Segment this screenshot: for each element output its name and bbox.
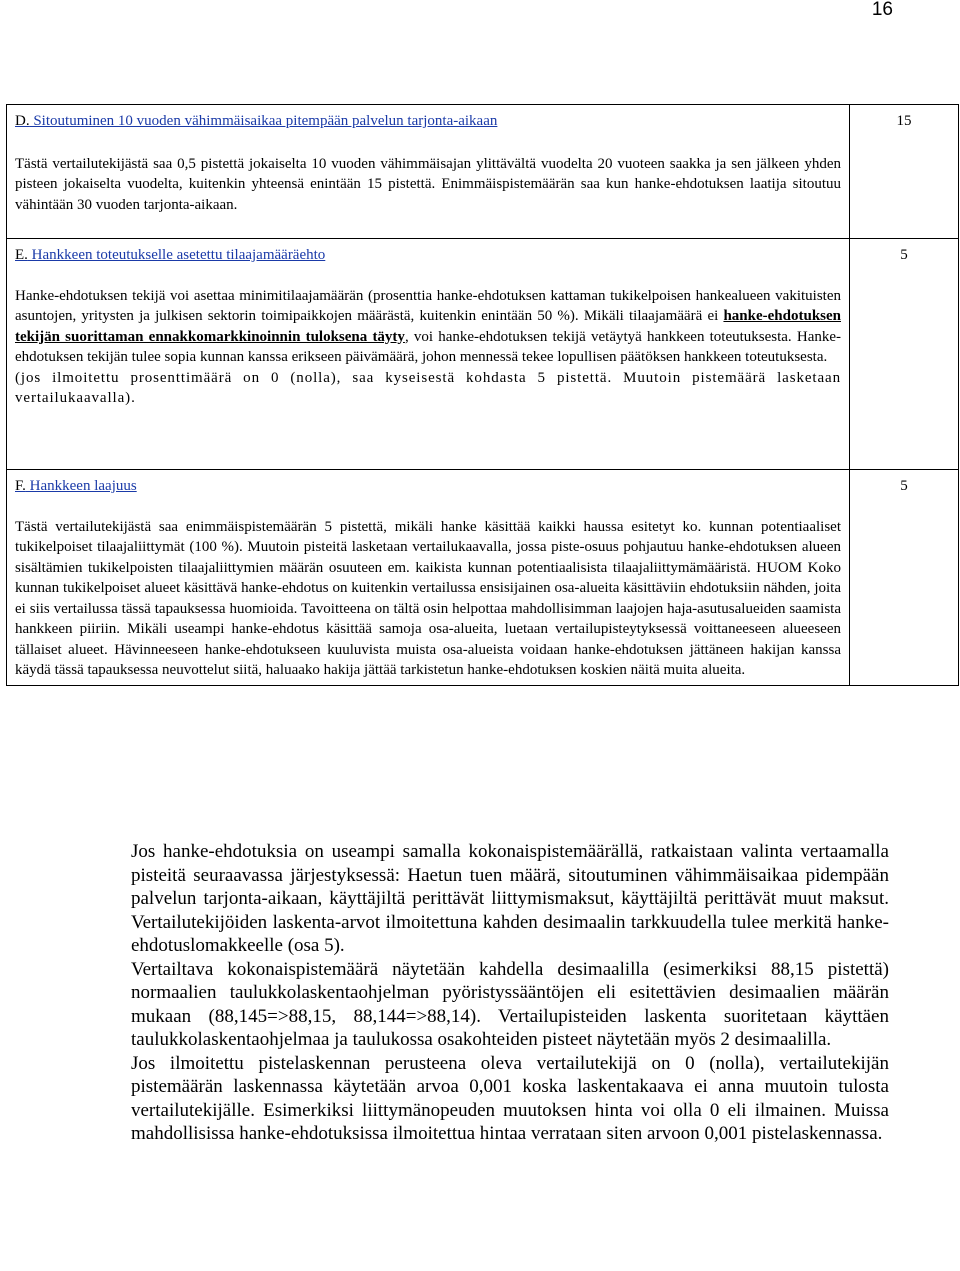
criterion-row-e bbox=[7, 239, 959, 470]
criterion-e-body-part2: , voi hanke-ehdotuksen tekijä vetäytyä hankkeen toteutuksesta. Hanke-ehdotuksen tekijän tulee sopia kunnan kanssa erikseen päivämäärä, johon mennessä tekee lopullisen päätöksen hankkeen toteutuksesta. bbox=[15, 328, 841, 365]
criterion-f-title: Hankkeen laajuus bbox=[25, 478, 137, 494]
criterion-row-f bbox=[7, 470, 959, 686]
criterion-e-score: 5 bbox=[850, 239, 959, 470]
criterion-d-title: Sitoutuminen 10 vuoden vähimmäisaikaa pitempään palvelun tarjonta-aikaan bbox=[29, 113, 498, 129]
zero-value-paragraph: Jos ilmoitettu pistelaskennan perusteena oleva vertailutekijä on 0 (nolla), vertailutekijän pistemäärän laskennassa käytetään arvoa 0,001 koska laskentakaava ei anna muutoin tulosta vertailutekijälle. Esimerkiksi liittymänopeuden muutoksen hinta voi olla 0 eli ilmainen. Muissa mahdollisissa hanke-ehdotuksissa ilmoitettua hintaa verrataan siten arvoon 0,001 pistelaskennassa. bbox=[131, 1052, 889, 1144]
criterion-e-note: (jos ilmoitettu prosenttimäärä on 0 (nolla), saa kyseisestä kohdasta 5 pistettä. Muutoin pistemäärä lasketaan vertailukaavalla). bbox=[15, 369, 841, 406]
criteria-table bbox=[6, 104, 959, 686]
criterion-row-d bbox=[7, 105, 959, 239]
criterion-d-body: Tästä vertailutekijästä saa 0,5 pistettä jokaiselta 10 vuoden vähimmäisajan ylittävältä vuodelta 20 vuoteen saakka ja sen jälkeen yhden pisteen jokaiselta vuodelta, kuitenkin yhteensä enintään 15 pistettä. Enimmäispistemäärän saa kun hanke-ehdotuksen laatija sitoutuu vähintään 30 vuoden tarjonta-aikaan. bbox=[15, 155, 841, 213]
criterion-f-heading bbox=[15, 476, 841, 497]
criterion-e-title: Hankkeen toteutukselle asetettu tilaajamääräehto bbox=[27, 247, 326, 263]
criterion-f-letter: F. bbox=[15, 478, 26, 494]
page-number: 16 bbox=[871, 0, 893, 20]
criterion-f-text-cell bbox=[7, 470, 850, 686]
criterion-d-heading bbox=[15, 111, 841, 132]
criterion-d-letter: D. bbox=[15, 113, 30, 129]
criterion-e-body bbox=[15, 286, 841, 368]
criterion-e-letter: E. bbox=[15, 247, 28, 263]
criterion-f-score: 5 bbox=[850, 470, 959, 686]
tie-break-paragraph: Jos hanke-ehdotuksia on useampi samalla kokonaispistemäärällä, ratkaistaan valinta vertaamalla pisteitä seuraavassa järjestyksessä: Haetun tuen määrä, sitoutuminen vähimmäisaikaa pidempään palvelun tarjonta-aikaan, käyttäjiltä perittävät liittymismaksut, käyttäjiltä perittävät muut maksut. Vertailutekijöiden laskenta-arvot ilmoitettuna kahden desimaalin tarkkuudella tulee merkitä hanke-ehdotuslomakkeelle (osa 5). bbox=[131, 841, 889, 956]
criterion-d-score: 15 bbox=[850, 105, 959, 239]
criterion-e-body-emphasis: hanke-ehdotuksen tekijän suorittaman ennakkomarkkinoinnin tuloksena täyty bbox=[15, 308, 841, 345]
criterion-f-body: Tästä vertailutekijästä saa enimmäispistemäärän 5 pistettä, mikäli hanke käsittää kaikki haussa esitetyt ko. kunnan potentiaaliset tukikelpoiset tilaajaliittymät (100 %). Muutoin pisteitä lasketaan vertailukaavalla, jossa piste-osuus pohjautuu hanke-ehdotuksen alueen sisältämien tukikelpoisten tilaajaliittymien määrän osuuteen em. kaikista kunnan potentiaalisista tilaajaliittymämääristä. HUOM Koko kunnan tukikelpoiset alueet käsittävä hanke-ehdotus on kuitenkin vertailussa ensisijainen osa-alueita käsittäviin ehdotuksiin nähden, joita ei siis vertailussa tässä tapauksessa huomioida. Tavoitteena on tältä osin helpottaa mahdollisimman laajojen haja-asutusalueiden saamista hankkeen piiriin. Mikäli useampi hanke-ehdotus käsittää samoja osa-alueita, luetaan vertailupisteytyksessä voittaneeseen alueeseen tällaiset alueet. Hävinneeseen hanke-ehdotukseen kuuluvista muista osa-alueista voidaan hanke-ehdotuksen jättäneen hakijan kanssa käydä tässä tapauksessa neuvottelut siitä, haluaako hakija jättää tarkistetun hanke-ehdotuksen koskien näitä muita alueita. bbox=[15, 518, 841, 678]
criterion-e-body-part1: Hanke-ehdotuksen tekijä voi asettaa minimitilaajamäärän (prosenttia hanke-ehdotuksen kattaman tukikelpoisen hankealueen vakituisten asuntojen, yritysten ja julkisen sektorin toimipaikkojen määrästä, kuitenkin enintään 50 %). Mikäli tilaajamäärä ei bbox=[15, 287, 841, 324]
criterion-e-text-cell bbox=[7, 239, 850, 470]
body-text bbox=[131, 840, 889, 1146]
rounding-paragraph: Vertailtava kokonaispistemäärä näytetään kahdella desimaalilla (esimerkiksi 88,15 pistettä) normaalien taulukkolaskentaohjelman pyöristyssääntöjen eli esitettävien desimaalien määrän mukaan (88,145=>88,15, 88,144=>88,14). Vertailupisteiden laskenta suoritetaan käyttäen taulukkolaskentaohjelmaa ja taulukossa osakohteiden pisteet näytetään myös 2 desimaalilla. bbox=[131, 958, 889, 1050]
criterion-e-heading bbox=[15, 245, 841, 266]
criterion-d-text-cell bbox=[7, 105, 850, 239]
